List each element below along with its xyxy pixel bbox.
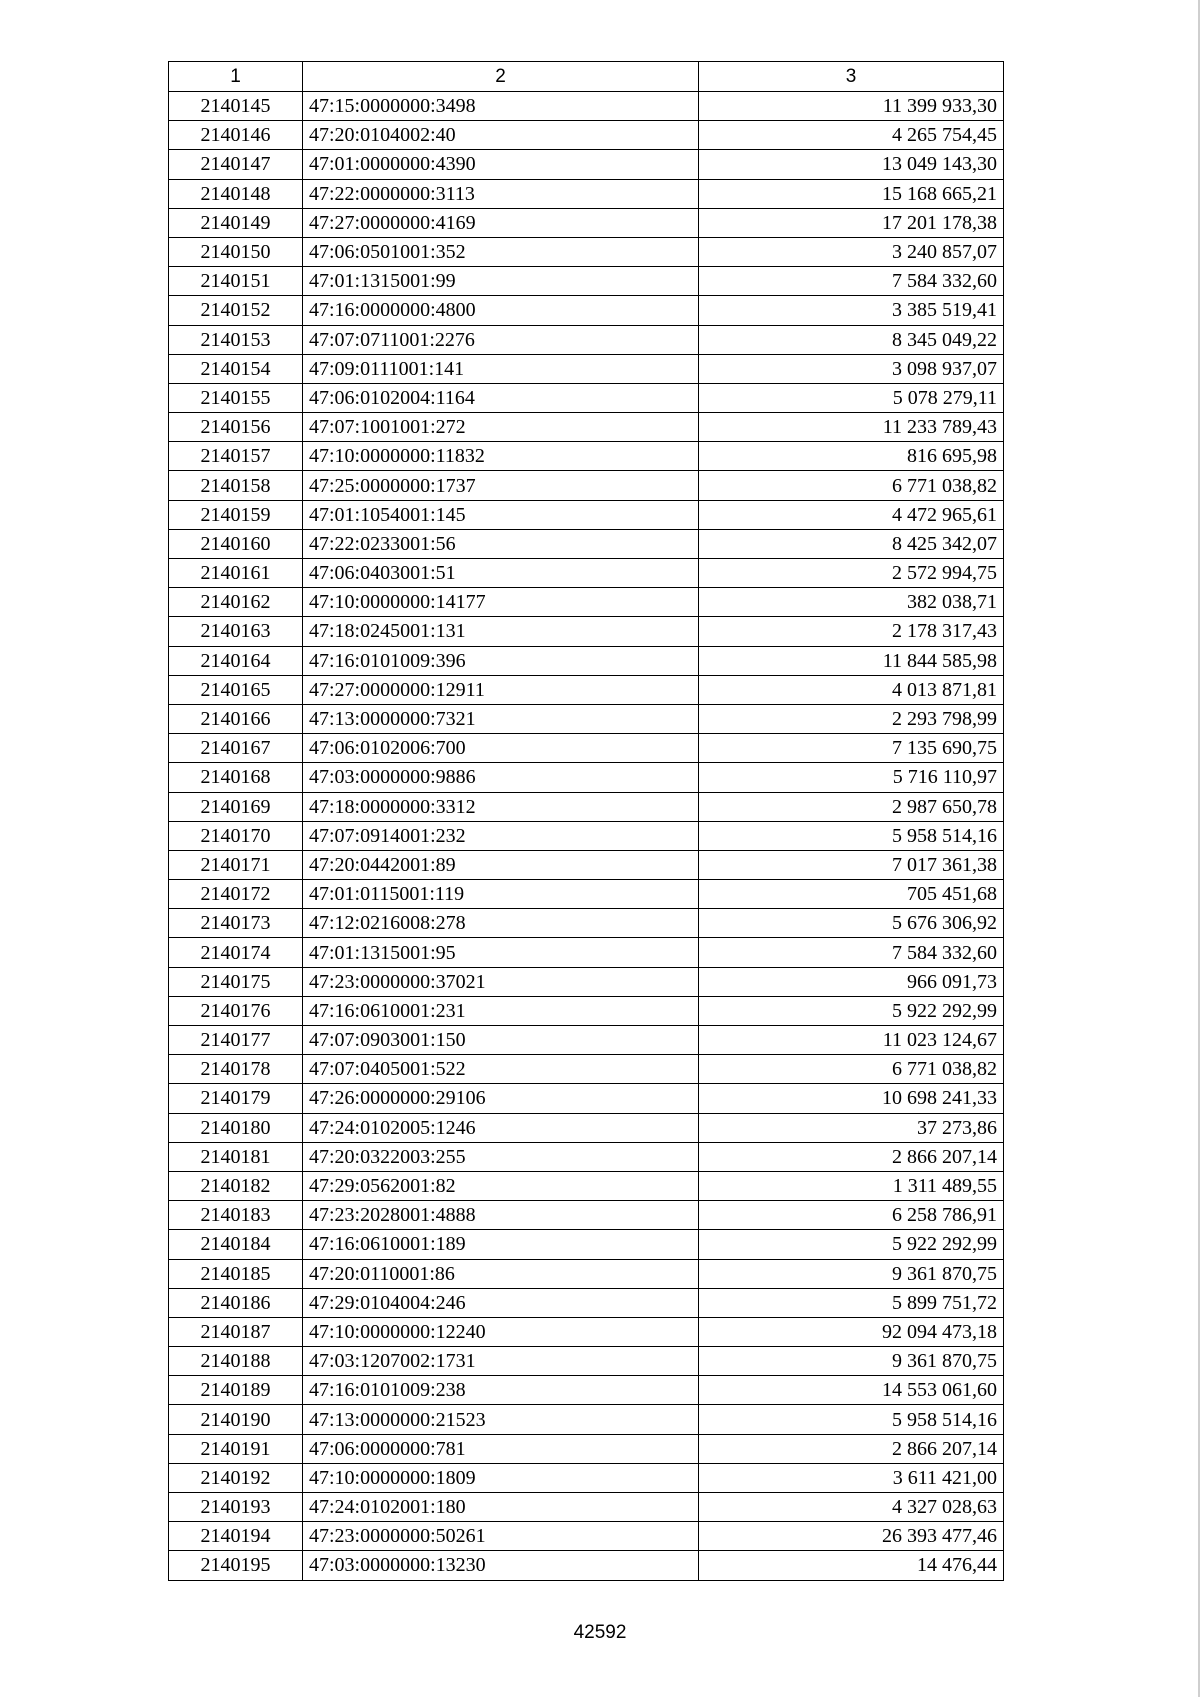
row-number-cell: 2140156	[169, 413, 303, 442]
table-row	[169, 500, 1004, 529]
cadastral-value-cell: 11 844 585,98	[699, 646, 1004, 675]
cadastral-value-cell: 4 265 754,45	[699, 121, 1004, 150]
table-row	[169, 1113, 1004, 1142]
cadastral-number-cell: 47:10:0000000:14177	[303, 588, 699, 617]
table-row	[169, 646, 1004, 675]
table-row	[169, 325, 1004, 354]
cadastral-number-cell: 47:01:0000000:4390	[303, 150, 699, 179]
cadastral-number-cell: 47:20:0322003:255	[303, 1142, 699, 1171]
row-number-cell: 2140176	[169, 996, 303, 1025]
cadastral-value-cell: 11 233 789,43	[699, 413, 1004, 442]
cadastral-number-cell: 47:07:0914001:232	[303, 821, 699, 850]
table-row	[169, 1376, 1004, 1405]
cadastral-number-cell: 47:06:0000000:781	[303, 1434, 699, 1463]
table-row	[169, 1026, 1004, 1055]
cadastral-value-cell: 5 958 514,16	[699, 821, 1004, 850]
cadastral-number-cell: 47:16:0610001:189	[303, 1230, 699, 1259]
row-number-cell: 2140171	[169, 850, 303, 879]
cadastral-value-cell: 6 258 786,91	[699, 1201, 1004, 1230]
table-row	[169, 617, 1004, 646]
cadastral-number-cell: 47:01:1315001:95	[303, 938, 699, 967]
table-row	[169, 1347, 1004, 1376]
table-row	[169, 1288, 1004, 1317]
cadastral-number-cell: 47:24:0102001:180	[303, 1493, 699, 1522]
row-number-cell: 2140193	[169, 1493, 303, 1522]
cadastral-number-cell: 47:16:0101009:396	[303, 646, 699, 675]
cadastral-value-table	[168, 61, 1004, 1581]
cadastral-number-cell: 47:01:1315001:99	[303, 267, 699, 296]
table-row	[169, 1084, 1004, 1113]
column-header-2: 2	[303, 62, 699, 92]
cadastral-number-cell: 47:03:0000000:13230	[303, 1551, 699, 1580]
table-row	[169, 1551, 1004, 1580]
row-number-cell: 2140182	[169, 1171, 303, 1200]
cadastral-number-cell: 47:07:0711001:2276	[303, 325, 699, 354]
table-row	[169, 1405, 1004, 1434]
table-row	[169, 150, 1004, 179]
row-number-cell: 2140159	[169, 500, 303, 529]
table-row	[169, 471, 1004, 500]
cadastral-number-cell: 47:07:0405001:522	[303, 1055, 699, 1084]
column-header-3: 3	[699, 62, 1004, 92]
row-number-cell: 2140166	[169, 704, 303, 733]
table-row	[169, 1055, 1004, 1084]
cadastral-number-cell: 47:06:0501001:352	[303, 237, 699, 266]
row-number-cell: 2140167	[169, 734, 303, 763]
table-row	[169, 967, 1004, 996]
row-number-cell: 2140183	[169, 1201, 303, 1230]
cadastral-value-cell: 5 078 279,11	[699, 383, 1004, 412]
cadastral-value-cell: 6 771 038,82	[699, 1055, 1004, 1084]
cadastral-value-cell: 2 866 207,14	[699, 1434, 1004, 1463]
cadastral-value-cell: 5 676 306,92	[699, 909, 1004, 938]
table-row	[169, 763, 1004, 792]
row-number-cell: 2140160	[169, 529, 303, 558]
cadastral-number-cell: 47:12:0216008:278	[303, 909, 699, 938]
table-row	[169, 179, 1004, 208]
table-row	[169, 442, 1004, 471]
cadastral-number-cell: 47:22:0233001:56	[303, 529, 699, 558]
cadastral-number-cell: 47:03:1207002:1731	[303, 1347, 699, 1376]
table-row	[169, 529, 1004, 558]
cadastral-number-cell: 47:29:0104004:246	[303, 1288, 699, 1317]
row-number-cell: 2140180	[169, 1113, 303, 1142]
cadastral-value-cell: 816 695,98	[699, 442, 1004, 471]
cadastral-value-cell: 2 987 650,78	[699, 792, 1004, 821]
row-number-cell: 2140185	[169, 1259, 303, 1288]
cadastral-number-cell: 47:27:0000000:12911	[303, 675, 699, 704]
table-row	[169, 296, 1004, 325]
table-row	[169, 92, 1004, 121]
cadastral-number-cell: 47:10:0000000:1809	[303, 1463, 699, 1492]
cadastral-number-cell: 47:23:2028001:4888	[303, 1201, 699, 1230]
row-number-cell: 2140168	[169, 763, 303, 792]
row-number-cell: 2140186	[169, 1288, 303, 1317]
table-row	[169, 1522, 1004, 1551]
row-number-cell: 2140189	[169, 1376, 303, 1405]
cadastral-value-cell: 14 553 061,60	[699, 1376, 1004, 1405]
cadastral-number-cell: 47:09:0111001:141	[303, 354, 699, 383]
cadastral-value-cell: 3 240 857,07	[699, 237, 1004, 266]
cadastral-number-cell: 47:06:0102004:1164	[303, 383, 699, 412]
table-row	[169, 909, 1004, 938]
row-number-cell: 2140152	[169, 296, 303, 325]
row-number-cell: 2140155	[169, 383, 303, 412]
row-number-cell: 2140157	[169, 442, 303, 471]
row-number-cell: 2140150	[169, 237, 303, 266]
cadastral-value-cell: 5 922 292,99	[699, 996, 1004, 1025]
cadastral-value-cell: 1 311 489,55	[699, 1171, 1004, 1200]
row-number-cell: 2140175	[169, 967, 303, 996]
cadastral-number-cell: 47:07:0903001:150	[303, 1026, 699, 1055]
cadastral-value-cell: 2 293 798,99	[699, 704, 1004, 733]
table-row	[169, 1230, 1004, 1259]
row-number-cell: 2140174	[169, 938, 303, 967]
row-number-cell: 2140161	[169, 559, 303, 588]
row-number-cell: 2140190	[169, 1405, 303, 1434]
cadastral-value-cell: 7 584 332,60	[699, 267, 1004, 296]
cadastral-value-cell: 92 094 473,18	[699, 1317, 1004, 1346]
row-number-cell: 2140177	[169, 1026, 303, 1055]
table-row	[169, 1317, 1004, 1346]
cadastral-number-cell: 47:03:0000000:9886	[303, 763, 699, 792]
table-body	[169, 92, 1004, 1581]
table-row	[169, 559, 1004, 588]
cadastral-value-cell: 11 399 933,30	[699, 92, 1004, 121]
cadastral-value-cell: 5 958 514,16	[699, 1405, 1004, 1434]
row-number-cell: 2140195	[169, 1551, 303, 1580]
row-number-cell: 2140181	[169, 1142, 303, 1171]
table-header-row	[169, 62, 1004, 92]
cadastral-value-cell: 13 049 143,30	[699, 150, 1004, 179]
cadastral-value-cell: 7 135 690,75	[699, 734, 1004, 763]
cadastral-value-cell: 705 451,68	[699, 880, 1004, 909]
cadastral-value-cell: 10 698 241,33	[699, 1084, 1004, 1113]
row-number-cell: 2140163	[169, 617, 303, 646]
table-row	[169, 588, 1004, 617]
table-row	[169, 1463, 1004, 1492]
cadastral-value-cell: 11 023 124,67	[699, 1026, 1004, 1055]
row-number-cell: 2140192	[169, 1463, 303, 1492]
table-row	[169, 704, 1004, 733]
row-number-cell: 2140145	[169, 92, 303, 121]
row-number-cell: 2140148	[169, 179, 303, 208]
cadastral-value-cell: 7 584 332,60	[699, 938, 1004, 967]
table-row	[169, 383, 1004, 412]
cadastral-value-cell: 4 472 965,61	[699, 500, 1004, 529]
cadastral-number-cell: 47:15:0000000:3498	[303, 92, 699, 121]
table-row	[169, 996, 1004, 1025]
cadastral-value-cell: 382 038,71	[699, 588, 1004, 617]
column-header-1: 1	[169, 62, 303, 92]
row-number-cell: 2140154	[169, 354, 303, 383]
cadastral-value-cell: 17 201 178,38	[699, 208, 1004, 237]
cadastral-value-cell: 9 361 870,75	[699, 1259, 1004, 1288]
table-row	[169, 237, 1004, 266]
cadastral-number-cell: 47:18:0000000:3312	[303, 792, 699, 821]
table-row	[169, 1493, 1004, 1522]
cadastral-value-cell: 8 345 049,22	[699, 325, 1004, 354]
cadastral-number-cell: 47:27:0000000:4169	[303, 208, 699, 237]
cadastral-value-cell: 3 611 421,00	[699, 1463, 1004, 1492]
cadastral-value-cell: 15 168 665,21	[699, 179, 1004, 208]
table-row	[169, 675, 1004, 704]
table-row	[169, 354, 1004, 383]
table-row	[169, 1434, 1004, 1463]
cadastral-value-cell: 5 716 110,97	[699, 763, 1004, 792]
row-number-cell: 2140149	[169, 208, 303, 237]
cadastral-value-cell: 4 013 871,81	[699, 675, 1004, 704]
row-number-cell: 2140178	[169, 1055, 303, 1084]
row-number-cell: 2140184	[169, 1230, 303, 1259]
row-number-cell: 2140169	[169, 792, 303, 821]
cadastral-value-cell: 4 327 028,63	[699, 1493, 1004, 1522]
row-number-cell: 2140187	[169, 1317, 303, 1346]
row-number-cell: 2140172	[169, 880, 303, 909]
cadastral-number-cell: 47:06:0102006:700	[303, 734, 699, 763]
row-number-cell: 2140179	[169, 1084, 303, 1113]
cadastral-value-cell: 7 017 361,38	[699, 850, 1004, 879]
table-row	[169, 850, 1004, 879]
cadastral-number-cell: 47:10:0000000:11832	[303, 442, 699, 471]
row-number-cell: 2140151	[169, 267, 303, 296]
table-row	[169, 267, 1004, 296]
cadastral-value-cell: 2 178 317,43	[699, 617, 1004, 646]
cadastral-number-cell: 47:16:0101009:238	[303, 1376, 699, 1405]
cadastral-number-cell: 47:06:0403001:51	[303, 559, 699, 588]
row-number-cell: 2140188	[169, 1347, 303, 1376]
cadastral-number-cell: 47:10:0000000:12240	[303, 1317, 699, 1346]
table-row	[169, 1201, 1004, 1230]
table-row	[169, 1142, 1004, 1171]
cadastral-number-cell: 47:23:0000000:37021	[303, 967, 699, 996]
row-number-cell: 2140194	[169, 1522, 303, 1551]
cadastral-number-cell: 47:07:1001001:272	[303, 413, 699, 442]
cadastral-value-cell: 3 385 519,41	[699, 296, 1004, 325]
cadastral-number-cell: 47:20:0104002:40	[303, 121, 699, 150]
cadastral-number-cell: 47:24:0102005:1246	[303, 1113, 699, 1142]
cadastral-number-cell: 47:25:0000000:1737	[303, 471, 699, 500]
cadastral-value-cell: 5 899 751,72	[699, 1288, 1004, 1317]
table-row	[169, 121, 1004, 150]
row-number-cell: 2140165	[169, 675, 303, 704]
cadastral-number-cell: 47:20:0110001:86	[303, 1259, 699, 1288]
row-number-cell: 2140170	[169, 821, 303, 850]
cadastral-number-cell: 47:16:0000000:4800	[303, 296, 699, 325]
row-number-cell: 2140147	[169, 150, 303, 179]
cadastral-value-cell: 966 091,73	[699, 967, 1004, 996]
cadastral-number-cell: 47:13:0000000:7321	[303, 704, 699, 733]
row-number-cell: 2140146	[169, 121, 303, 150]
page-number: 42592	[573, 1622, 627, 1643]
cadastral-value-cell: 2 572 994,75	[699, 559, 1004, 588]
cadastral-number-cell: 47:01:0115001:119	[303, 880, 699, 909]
cadastral-value-cell: 14 476,44	[699, 1551, 1004, 1580]
table-row	[169, 1171, 1004, 1200]
cadastral-value-cell: 9 361 870,75	[699, 1347, 1004, 1376]
cadastral-number-cell: 47:23:0000000:50261	[303, 1522, 699, 1551]
cadastral-value-cell: 6 771 038,82	[699, 471, 1004, 500]
cadastral-number-cell: 47:20:0442001:89	[303, 850, 699, 879]
row-number-cell: 2140173	[169, 909, 303, 938]
cadastral-value-cell: 8 425 342,07	[699, 529, 1004, 558]
row-number-cell: 2140191	[169, 1434, 303, 1463]
table-row	[169, 734, 1004, 763]
cadastral-number-cell: 47:26:0000000:29106	[303, 1084, 699, 1113]
cadastral-value-cell: 37 273,86	[699, 1113, 1004, 1142]
table-row	[169, 938, 1004, 967]
cadastral-number-cell: 47:18:0245001:131	[303, 617, 699, 646]
table-row	[169, 821, 1004, 850]
cadastral-number-cell: 47:13:0000000:21523	[303, 1405, 699, 1434]
cadastral-number-cell: 47:29:0562001:82	[303, 1171, 699, 1200]
table-row	[169, 413, 1004, 442]
cadastral-value-cell: 26 393 477,46	[699, 1522, 1004, 1551]
row-number-cell: 2140158	[169, 471, 303, 500]
cadastral-value-cell: 3 098 937,07	[699, 354, 1004, 383]
table-row	[169, 880, 1004, 909]
cadastral-number-cell: 47:22:0000000:3113	[303, 179, 699, 208]
cadastral-value-cell: 5 922 292,99	[699, 1230, 1004, 1259]
row-number-cell: 2140164	[169, 646, 303, 675]
cadastral-number-cell: 47:01:1054001:145	[303, 500, 699, 529]
cadastral-value-cell: 2 866 207,14	[699, 1142, 1004, 1171]
row-number-cell: 2140153	[169, 325, 303, 354]
table-row	[169, 1259, 1004, 1288]
table-row	[169, 208, 1004, 237]
row-number-cell: 2140162	[169, 588, 303, 617]
table-row	[169, 792, 1004, 821]
cadastral-number-cell: 47:16:0610001:231	[303, 996, 699, 1025]
